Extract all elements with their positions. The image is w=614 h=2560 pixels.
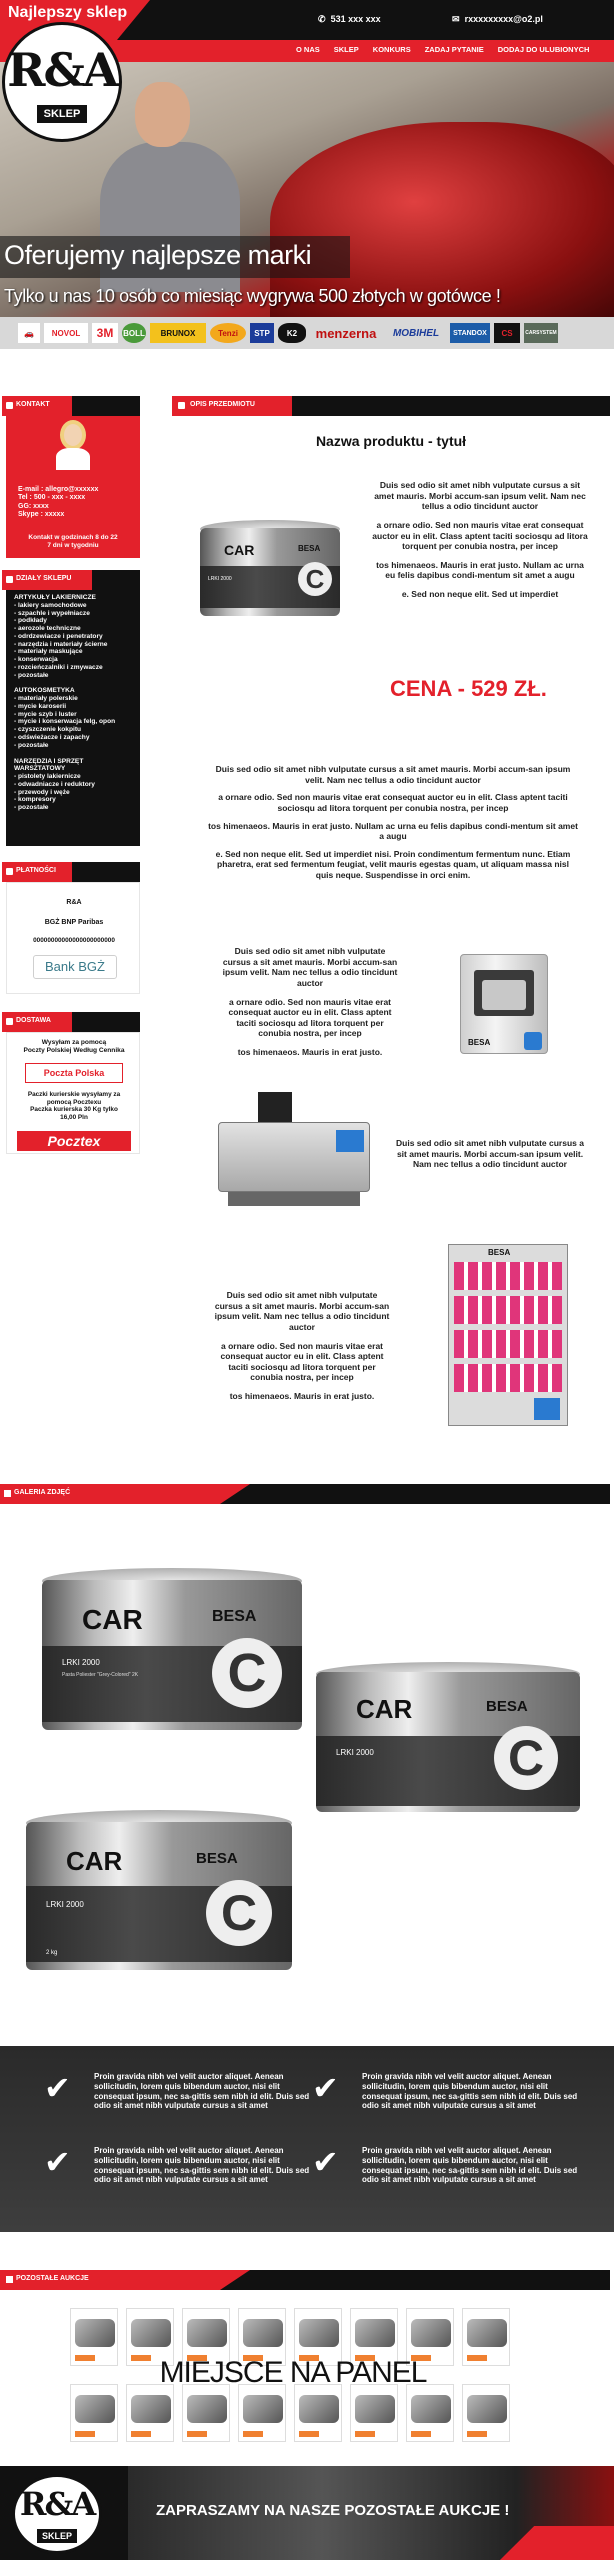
hero-subslogan: Tylko u nas 10 osób co miesiąc wygrywa 500 złotych w gotówce !: [4, 286, 501, 306]
contact-skype: Skype : xxxxx: [18, 511, 65, 519]
auction-thumb[interactable]: [294, 2384, 342, 2442]
contact-gg: GG: xxxx: [18, 502, 49, 510]
description-paragraph: a ornare odio. Sed non mauris vitae erat consequat auctor eu in elit. Class aptent taciti sociosqu ad litora torquent per conubia nostra, per incep: [372, 519, 588, 552]
can-model: LRKI 2000: [208, 576, 232, 582]
category-link[interactable]: - narzędzia i materiały ścierne: [14, 640, 108, 648]
courier-info-line1: Paczki kurierskie wysyłamy za: [27, 1091, 121, 1098]
category-link[interactable]: - lakiery samochodowe: [14, 601, 87, 609]
description-paragraph: e. Sed non neque elit. Sed ut imperdiet nisi. Proin condimentum fermentum nunc. Etiam pharetra, erat sed fermentum feugiat, velit mauris egestas quam, ut aliquam massa nisl quis neque. Suspendisse in orci enim.: [215, 848, 571, 880]
category-link[interactable]: - odrdzewiacze i penetratory: [14, 632, 103, 640]
phone-text: 531 xxx xxx: [330, 14, 381, 24]
category-group-title[interactable]: AUTOKOSMETYKA: [14, 687, 75, 695]
nav-zadaj-pytanie[interactable]: ZADAJ PYTANIE: [424, 45, 484, 54]
gallery-can-model: LRKI 2000: [62, 1658, 100, 1667]
brand-logo-k2: K2: [278, 323, 306, 343]
footer-logo-subtext: SKLEP: [37, 2529, 77, 2543]
brand-logo-3m: 3M: [92, 323, 118, 343]
category-link[interactable]: - konserwacja: [14, 656, 58, 664]
other-auctions-title: POZOSTAŁE AUKCJE: [16, 2275, 89, 2282]
gallery-icon: [6, 2276, 13, 2283]
payments-box: [6, 882, 140, 994]
contact-title: KONTAKT: [16, 401, 50, 408]
gallery-can-brand-besa: BESA: [212, 1608, 257, 1625]
poczta-polska-logo: Poczta Polska: [25, 1063, 123, 1083]
category-link[interactable]: - mycie szyb i luster: [14, 710, 77, 718]
auction-thumb[interactable]: [406, 2384, 454, 2442]
post-info-line2: Poczty Polskiej Według Cennika: [23, 1046, 125, 1054]
description-title: OPIS PRZEDMIOTU: [190, 401, 255, 408]
category-link[interactable]: - szpachle i wypełniacze: [14, 609, 90, 617]
courier-info-line2: pomocą Pocztexu: [46, 1098, 102, 1106]
checkmark-icon: ✔: [44, 2070, 71, 2106]
hero-slogan: Oferujemy najlepsze marki: [4, 240, 312, 270]
gallery-can-brand-besa: BESA: [486, 1698, 528, 1715]
description-paragraph: Duis sed odio sit amet nibh vulputate cursus a sit amet mauris. Morbi accum-san ipsum velit. Nam nec tellus a odio tincidunt auctor: [214, 1290, 390, 1332]
category-link[interactable]: - pozostałe: [14, 804, 49, 812]
contact-section-header: [2, 396, 140, 416]
brand-logo-standox: STANDOX: [450, 323, 490, 343]
footer: [0, 2466, 614, 2560]
category-link[interactable]: - mycie karoserii: [14, 702, 67, 710]
category-link[interactable]: - materiały maskujące: [14, 648, 83, 656]
auction-thumb[interactable]: [238, 2384, 286, 2442]
brand-logo-novol: NOVOL: [44, 323, 88, 343]
category-link[interactable]: - kompresory: [14, 796, 56, 804]
category-link[interactable]: - materiały polerskie: [14, 695, 78, 703]
brand-logo-tenzi: Tenzi: [210, 323, 246, 343]
description-paragraph: tos himenaeos. Mauris in erat justo. Nullam ac urna eu felis dapibus condi-mentum sit amet a augu: [208, 820, 578, 842]
category-group-title[interactable]: ARTYKUŁY LAKIERNICZE: [14, 594, 96, 601]
email-address[interactable]: [452, 14, 543, 25]
gallery-can-bottom[interactable]: [26, 1810, 292, 1976]
can-letter: C: [298, 562, 332, 596]
other-auctions-panel: [70, 2308, 516, 2448]
category-link[interactable]: - mycie i konserwacja felg, opon: [14, 718, 116, 726]
auction-thumb[interactable]: [182, 2384, 230, 2442]
camera-icon: [4, 1490, 11, 1497]
description-paragraph: Duis sed odio sit amet nibh vulputate cursus a sit amet mauris. Morbi accum-san ipsum velit. Nam nec tellus a odio tincidunt auctor: [222, 946, 398, 988]
description-block-4: [390, 1138, 590, 1170]
checkmark-icon: ✔: [44, 2144, 71, 2180]
panel-placeholder-text: MIEJSCE NA PANEL: [159, 2356, 427, 2389]
can-brand-besa: BESA: [298, 544, 321, 553]
gallery-can-weight: 2 kg: [46, 1950, 58, 1956]
gallery-can-model: LRKI 2000: [336, 1748, 374, 1757]
category-link[interactable]: - odświeżacze i zapachy: [14, 734, 90, 742]
gallery-can-model: LRKI 2000: [46, 1900, 84, 1909]
truck-icon: [6, 1018, 13, 1025]
courier-info-line3: Paczka kurierska 30 Kg tylko: [30, 1106, 118, 1114]
hero-slogan-box: [0, 236, 350, 278]
description-paragraph: tos himenaeos. Mauris in erat justo.: [229, 1391, 375, 1401]
auction-thumb[interactable]: [462, 2384, 510, 2442]
nav-o-nas[interactable]: O NAS: [296, 45, 320, 54]
envelope-icon: ✉: [452, 14, 460, 24]
categories-section-header: [2, 570, 140, 590]
brand-logo-car-icon: 🚗: [18, 323, 40, 343]
category-link[interactable]: - pozostałe: [14, 741, 49, 749]
auction-thumb[interactable]: [70, 2384, 118, 2442]
category-link[interactable]: - odwadniacze i reduktory: [14, 780, 95, 788]
description-paragraph: a ornare odio. Sed non mauris vitae erat consequat auctor eu in elit. Class aptent taciti sociosqu ad litora torquent per conubia nostra, per incep: [228, 996, 392, 1039]
features-section: [0, 2046, 614, 2232]
brand-logo-boll: BOLL: [122, 323, 146, 343]
machine-brand: BESA: [468, 1038, 491, 1047]
gallery-can-brand-car: CAR: [356, 1694, 413, 1724]
logo-text: R&A: [7, 43, 117, 97]
description-paragraph: e. Sed non neque elit. Sed ut imperdiet: [401, 589, 559, 599]
checkmark-icon: ✔: [312, 2144, 339, 2180]
rack-brand: BESA: [488, 1248, 511, 1257]
description-block-2: [208, 764, 578, 881]
delivery-title: DOSTAWA: [16, 1017, 51, 1024]
category-link[interactable]: - pistolety lakiernicze: [14, 773, 81, 781]
footer-cta-text[interactable]: ZAPRASZAMY NA NASZE POZOSTAŁE AUKCJE !: [156, 2502, 510, 2519]
footer-logo-text: R&A: [19, 2485, 95, 2523]
footer-logo[interactable]: [12, 2474, 102, 2554]
description-section-header: [172, 396, 610, 416]
card-icon: [6, 868, 13, 875]
brand-logos-strip: [0, 317, 614, 349]
brand-logo-stp: STP: [250, 323, 274, 343]
mixing-station-image: [218, 1092, 370, 1210]
description-block-5: [212, 1290, 392, 1402]
gallery-can-letter: C: [494, 1726, 558, 1790]
gallery-can-letter: C: [206, 1880, 272, 1946]
contact-phone[interactable]: Tel : 500 - xxx - xxxx: [18, 494, 86, 502]
payments-title: PŁATNOŚCI: [16, 867, 56, 874]
gallery-title: GALERIA ZDJĘĆ: [14, 1489, 71, 1496]
nav-dodaj-do-ulubionych[interactable]: DODAJ DO ULUBIONYCH: [497, 45, 590, 54]
bank-name: BGŻ BNP Paribas: [44, 919, 104, 926]
product-title: Nazwa produktu - tytuł: [315, 433, 467, 449]
brand-logo-mobihel: MOBIHEL: [392, 327, 440, 339]
phone-icon: ✆: [318, 14, 326, 24]
nav-sklep[interactable]: SKLEP: [333, 45, 359, 54]
folder-icon: [6, 576, 13, 583]
feature-text: Proin gravida nibh vel velit auctor aliquet. Aenean sollicitudin, lorem quis bibendum auctor, nisi elit consequat ipsum, nec sa-gittis sem nibh id elit. Duis sed odio sit amet nibh vulputate cursus a sit amet: [94, 2072, 310, 2111]
shop-logo[interactable]: [2, 22, 122, 142]
description-paragraph: a ornare odio. Sed non mauris vitae erat consequat auctor eu in elit. Class aptent taciti sociosqu ad litora torquent per conubia nostra, per incep: [218, 792, 568, 813]
shop-name: Najlepszy sklep: [8, 4, 128, 21]
payments-section-header: [2, 862, 140, 882]
description-block-1: [370, 480, 590, 600]
contact-hours-line2: 7 dni w tygodniu: [47, 542, 99, 550]
gallery-section-header: [0, 1484, 610, 1504]
payee-name: R&A: [66, 899, 82, 906]
description-paragraph: tos himenaeos. Mauris in erat justo.: [237, 1047, 383, 1057]
category-link[interactable]: - czyszczenie kokpitu: [14, 726, 82, 734]
category-link[interactable]: - podkłady: [14, 617, 47, 625]
gallery-can-letter: C: [212, 1638, 282, 1708]
post-info-line1: Wysyłam za pomocą: [41, 1039, 107, 1046]
price: CENA - 529 ZŁ.: [390, 676, 547, 701]
brand-logo-brunox: BRUNOX: [150, 323, 206, 343]
gallery-can-brand-car: CAR: [82, 1604, 143, 1635]
pocztex-logo: Pocztex: [17, 1131, 131, 1151]
tag-icon: [178, 402, 185, 409]
phone-number[interactable]: [318, 14, 381, 25]
other-auctions-section-header: [0, 2270, 610, 2290]
bank-account-number: 00000000000000000000000: [33, 937, 115, 944]
feature-text: Proin gravida nibh vel velit auctor aliquet. Aenean sollicitudin, lorem quis bibendum auctor, nisi elit consequat ipsum, nec sa-gittis sem nibh id elit. Duis sed odio sit amet nibh vulputate cursus a sit amet: [362, 2146, 578, 2185]
gallery-can-right[interactable]: [316, 1662, 580, 1818]
description-paragraph: tos himenaeos. Mauris in erat justo. Nullam ac urna eu felis dapibus condi-mentum sit amet a augu: [376, 559, 584, 581]
contact-box: [6, 416, 140, 558]
gallery-can-large[interactable]: [42, 1568, 302, 1738]
categories-title: DZIAŁY SKLEPU: [16, 575, 72, 582]
feature-text: Proin gravida nibh vel velit auctor aliquet. Aenean sollicitudin, lorem quis bibendum auctor, nisi elit consequat ipsum, nec sa-gittis sem nibh id elit. Duis sed odio sit amet nibh vulputate cursus a sit amet: [94, 2146, 310, 2185]
mixing-machine-image: [452, 950, 556, 1060]
brand-logo-cs: CS: [494, 323, 520, 343]
description-block-3: [220, 946, 400, 1058]
checkmark-icon: ✔: [312, 2070, 339, 2106]
description-paragraph: Duis sed odio sit amet nibh vulputate cursus a sit amet mauris. Morbi accum-san ipsum velit. Nam nec tellus a odio tincidunt auctor: [396, 1138, 584, 1170]
contact-hours: [10, 534, 136, 550]
bank-logo: Bank BGŻ: [33, 955, 117, 979]
phone-icon: [6, 402, 13, 409]
category-link[interactable]: - aerozole techniczne: [14, 625, 81, 633]
description-paragraph: a ornare odio. Sed non mauris vitae erat consequat auctor eu in elit. Class aptent taciti sociosqu ad litora torquent per conubia nostra, per incep: [220, 1340, 384, 1383]
nav-konkurs[interactable]: KONKURS: [372, 45, 411, 54]
product-can-image: [200, 520, 340, 620]
auction-thumb[interactable]: [126, 2384, 174, 2442]
gallery-can-brand-car: CAR: [66, 1846, 123, 1876]
category-link[interactable]: - przewody i węże: [14, 788, 70, 796]
contact-hours-line1: Kontakt w godzinach 8 do 22: [28, 534, 118, 541]
brand-logo-carsystem: CARSYSTEM: [524, 323, 558, 343]
categories-box: [6, 590, 140, 846]
paint-rack-image: [448, 1244, 568, 1426]
delivery-section-header: [2, 1012, 140, 1032]
consultant-avatar: [54, 420, 92, 470]
contact-details: [18, 486, 138, 520]
contact-email[interactable]: E-mail : allegro@xxxxxx: [18, 486, 99, 493]
delivery-box: [6, 1032, 140, 1154]
feature-text: Proin gravida nibh vel velit auctor aliquet. Aenean sollicitudin, lorem quis bibendum auctor, nisi elit consequat ipsum, nec sa-gittis sem nibh id elit. Duis sed odio sit amet nibh vulputate cursus a sit amet: [362, 2072, 578, 2111]
can-brand-car: CAR: [224, 542, 255, 558]
auction-thumb[interactable]: [350, 2384, 398, 2442]
category-group-title[interactable]: NARZĘDZIA I SPRZĘT WARSZTATOWY: [14, 757, 84, 773]
brand-logo-menzerna: menzerna: [315, 325, 377, 341]
email-text: rxxxxxxxxx@o2.pl: [464, 14, 543, 24]
description-paragraph: Duis sed odio sit amet nibh vulputate cursus a sit amet mauris. Morbi accum-san ipsum velit. Nam nec tellus a odio tincidunt auctor: [374, 480, 586, 512]
category-link[interactable]: - rozcieńczalniki i zmywacze: [14, 663, 103, 671]
gallery-can-desc: Pasta Poliester "Grey-Colored" 2K: [62, 1672, 139, 1678]
gallery-can-brand-besa: BESA: [196, 1850, 238, 1867]
courier-info: [7, 1091, 141, 1122]
hero-subslogan-box: [0, 284, 614, 310]
description-paragraph: Duis sed odio sit amet nibh vulputate cursus a sit amet mauris. Morbi accum-san ipsum velit. Nam nec tellus a odio tincidunt auctor: [215, 764, 571, 785]
courier-info-line4: 16,00 Pln: [60, 1114, 88, 1122]
post-info: [7, 1039, 141, 1055]
logo-subtext: SKLEP: [37, 105, 87, 123]
category-link[interactable]: - pozostałe: [14, 671, 49, 679]
